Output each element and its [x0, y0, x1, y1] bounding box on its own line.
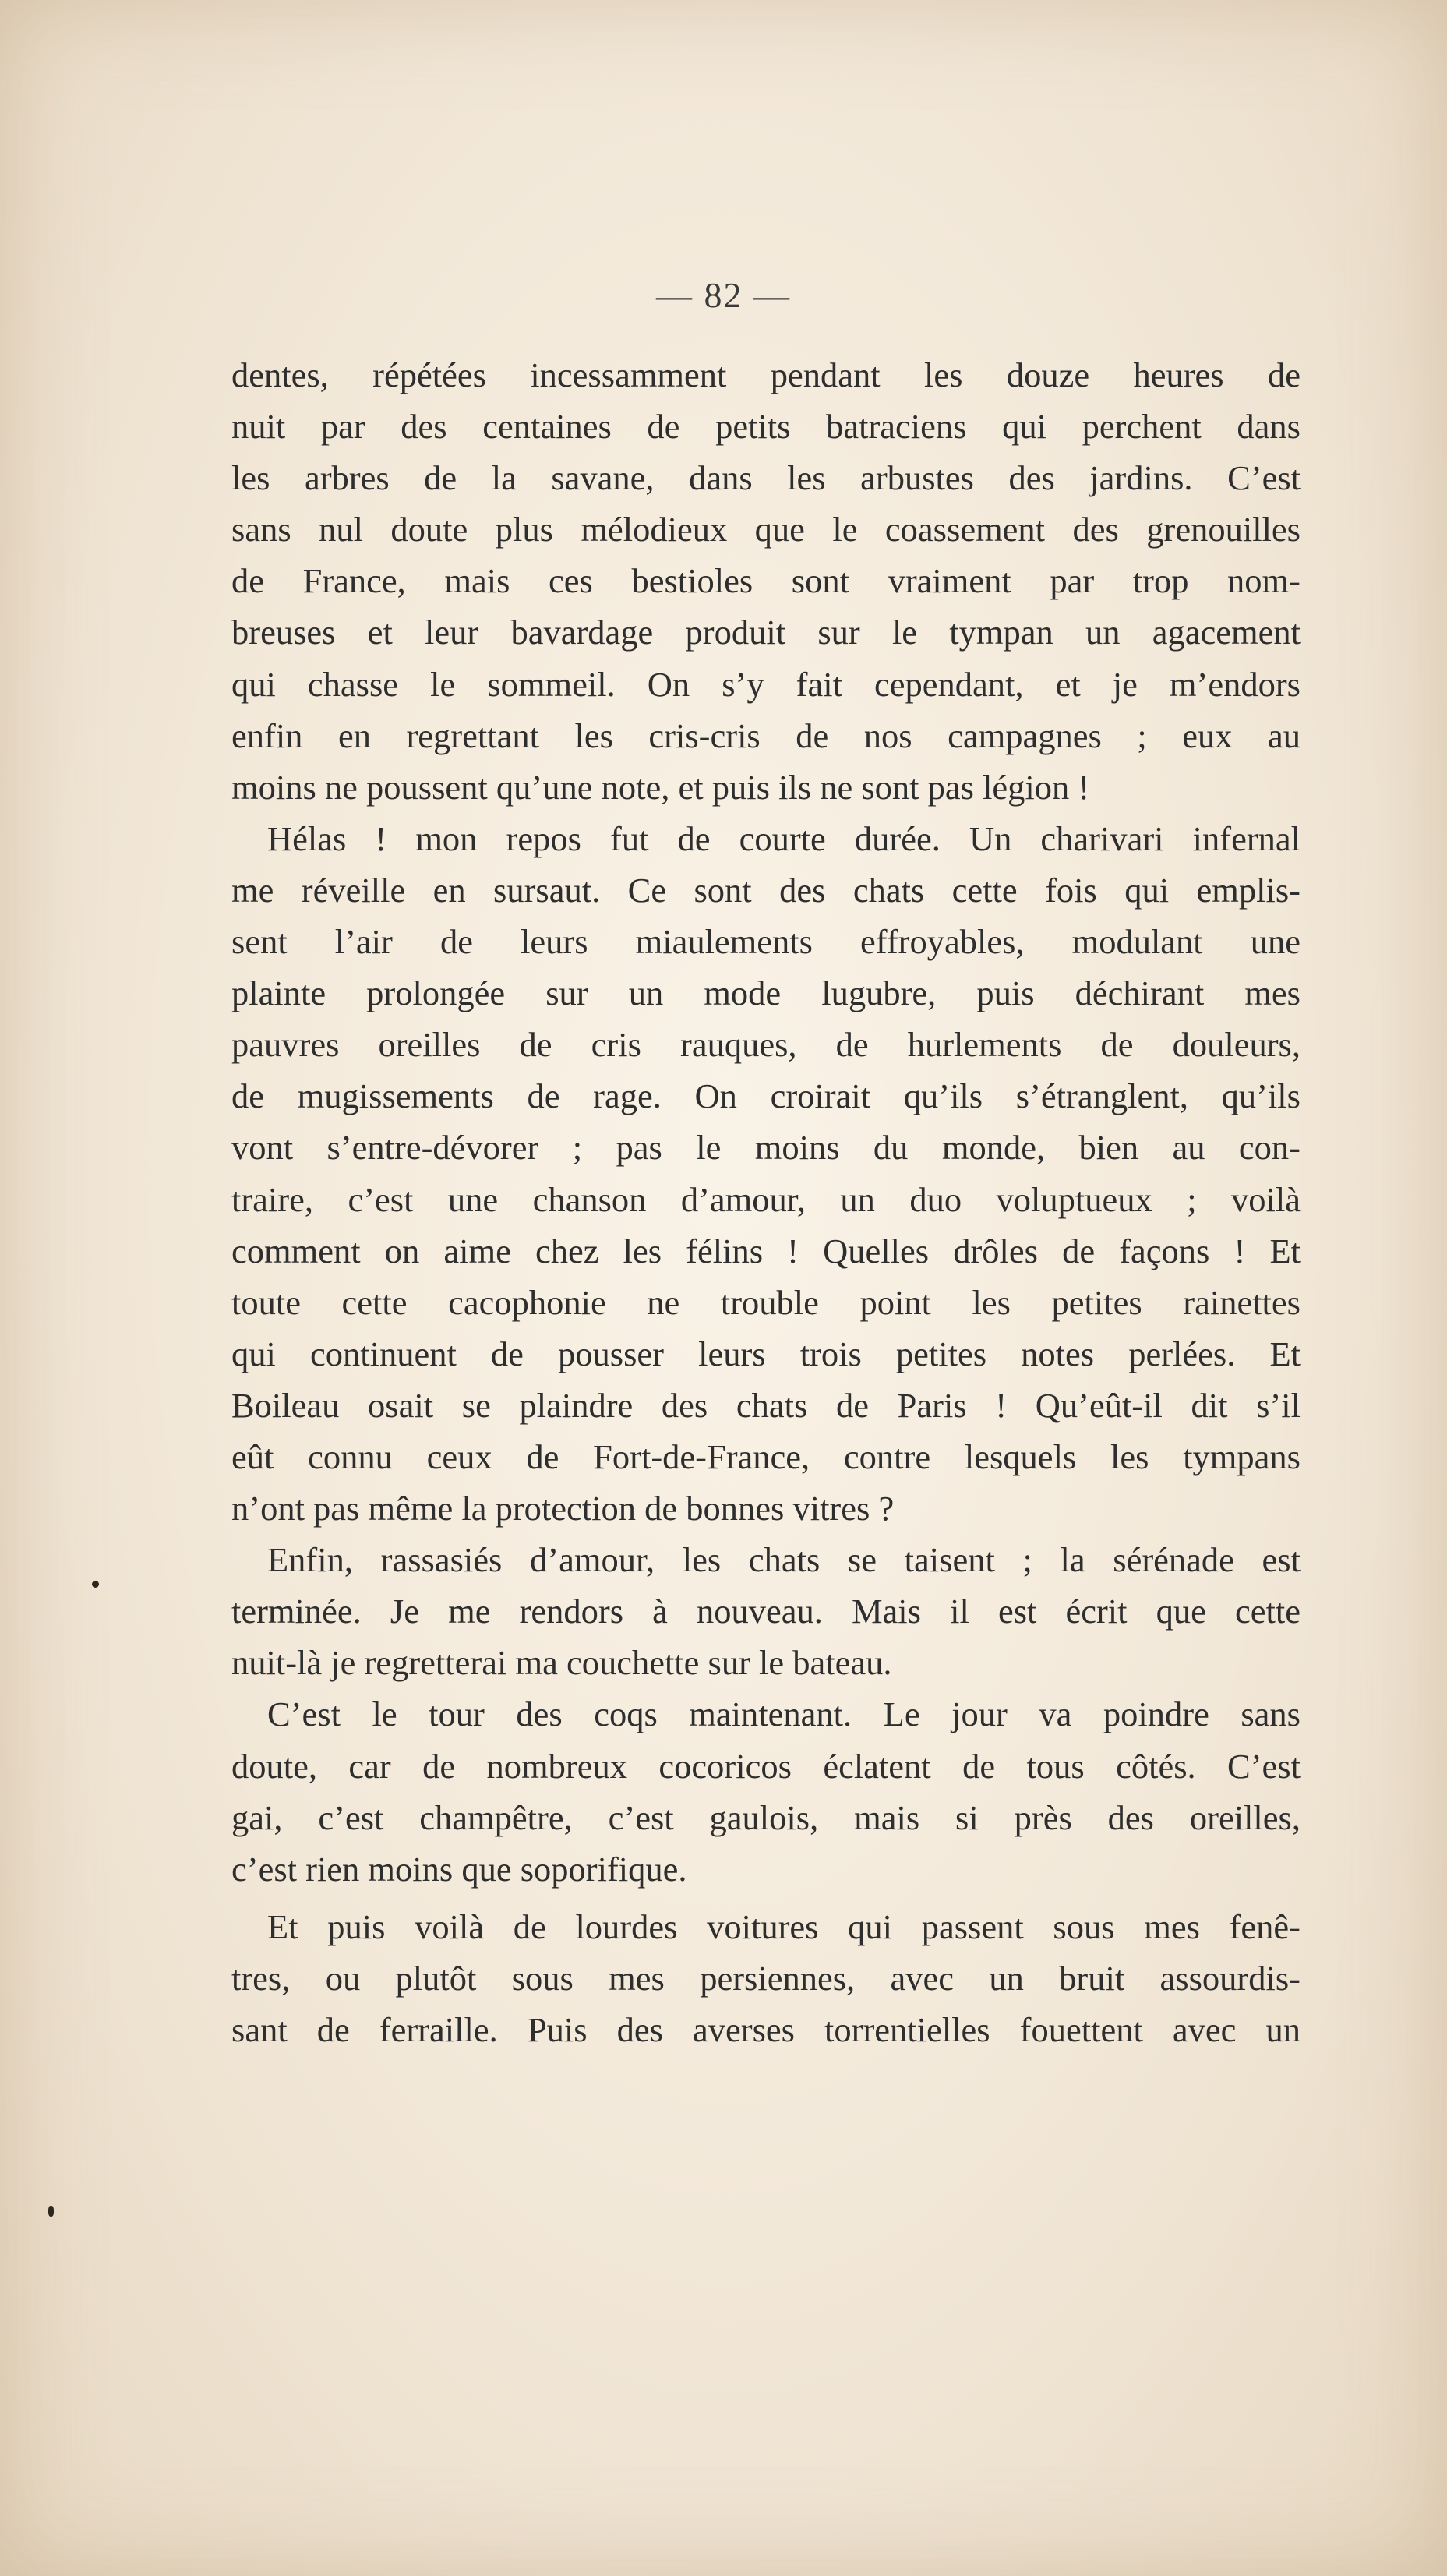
- page-number-header: — 82 —: [656, 275, 791, 315]
- text-line: enfin en regrettant les cris-cris de nos campagnes ; eux au: [231, 716, 1301, 755]
- text-line: moins ne poussent qu’une note, et puis ils ne sont pas légion !: [231, 767, 1090, 807]
- text-line: traire, c’est une chanson d’amour, un duo voluptueux ; voilà: [231, 1179, 1301, 1219]
- text-line: Et puis voilà de lourdes voitures qui passent sous mes fenê-: [267, 1906, 1301, 1946]
- text-line: nuit-là je regretterai ma couchette sur le bateau.: [231, 1643, 892, 1683]
- text-line: qui chasse le sommeil. On s’y fait cependant, et je m’endors: [231, 664, 1301, 704]
- text-line: Boileau osait se plaindre des chats de Paris ! Qu’eût-il dit s’il: [231, 1385, 1301, 1425]
- text-line: C’est le tour des coqs maintenant. Le jour va poindre sans: [267, 1694, 1301, 1734]
- text-line: breuses et leur bavardage produit sur le tympan un agacement: [231, 613, 1301, 652]
- text-line: nuit par des centaines de petits batraciens qui perchent dans: [231, 407, 1301, 447]
- text-line: gai, c’est champêtre, c’est gaulois, mais si près des oreilles,: [231, 1797, 1301, 1837]
- text-line: c’est rien moins que soporifique.: [231, 1849, 687, 1889]
- text-line: plainte prolongée sur un mode lugubre, puis déchirant mes: [231, 974, 1301, 1013]
- ink-speck: [92, 1581, 99, 1588]
- text-line: dentes, répétées incessamment pendant les douze heures de: [231, 355, 1301, 394]
- text-line: les arbres de la savane, dans les arbustes des jardins. C’est: [231, 458, 1301, 498]
- text-line: Hélas ! mon repos fut de courte durée. Un charivari infernal: [267, 818, 1301, 858]
- body-text: [231, 349, 1301, 2055]
- text-line: me réveille en sursaut. Ce sont des chats cette fois qui emplis-: [231, 870, 1301, 910]
- text-line: terminée. Je me rendors à nouveau. Mais il est écrit que cette: [231, 1592, 1301, 1631]
- text-line: de France, mais ces bestioles sont vraiment par trop nom-: [231, 561, 1301, 601]
- text-line: doute, car de nombreux cocoricos éclatent de tous côtés. C’est: [231, 1746, 1301, 1786]
- text-line: toute cette cacophonie ne trouble point les petites rainettes: [231, 1282, 1301, 1322]
- text-line: sant de ferraille. Puis des averses torrentielles fouettent avec un: [231, 2010, 1301, 2049]
- text-line: pauvres oreilles de cris rauques, de hurlements de douleurs,: [231, 1025, 1301, 1065]
- text-line: vont s’entre-dévorer ; pas le moins du monde, bien au con-: [231, 1128, 1301, 1168]
- text-line: Enfin, rassasiés d’amour, les chats se taisent ; la sérénade est: [267, 1540, 1301, 1580]
- text-line: eût connu ceux de Fort-de-France, contre lesquels les tympans: [231, 1436, 1301, 1476]
- text-line: n’ont pas même la protection de bonnes vitres ?: [231, 1489, 895, 1528]
- text-line: sent l’air de leurs miaulements effroyables, modulant une: [231, 922, 1301, 962]
- text-line: sans nul doute plus mélodieux que le coassement des grenouilles: [231, 510, 1301, 549]
- text-line: comment on aime chez les félins ! Quelles drôles de façons ! Et: [231, 1231, 1301, 1270]
- ink-speck: [48, 2206, 54, 2217]
- text-line: de mugissements de rage. On croirait qu’ils s’étranglent, qu’ils: [231, 1076, 1301, 1116]
- text-line: tres, ou plutôt sous mes persiennes, avec un bruit assourdis-: [231, 1958, 1301, 1998]
- text-line: qui continuent de pousser leurs trois petites notes perlées. Et: [231, 1334, 1301, 1373]
